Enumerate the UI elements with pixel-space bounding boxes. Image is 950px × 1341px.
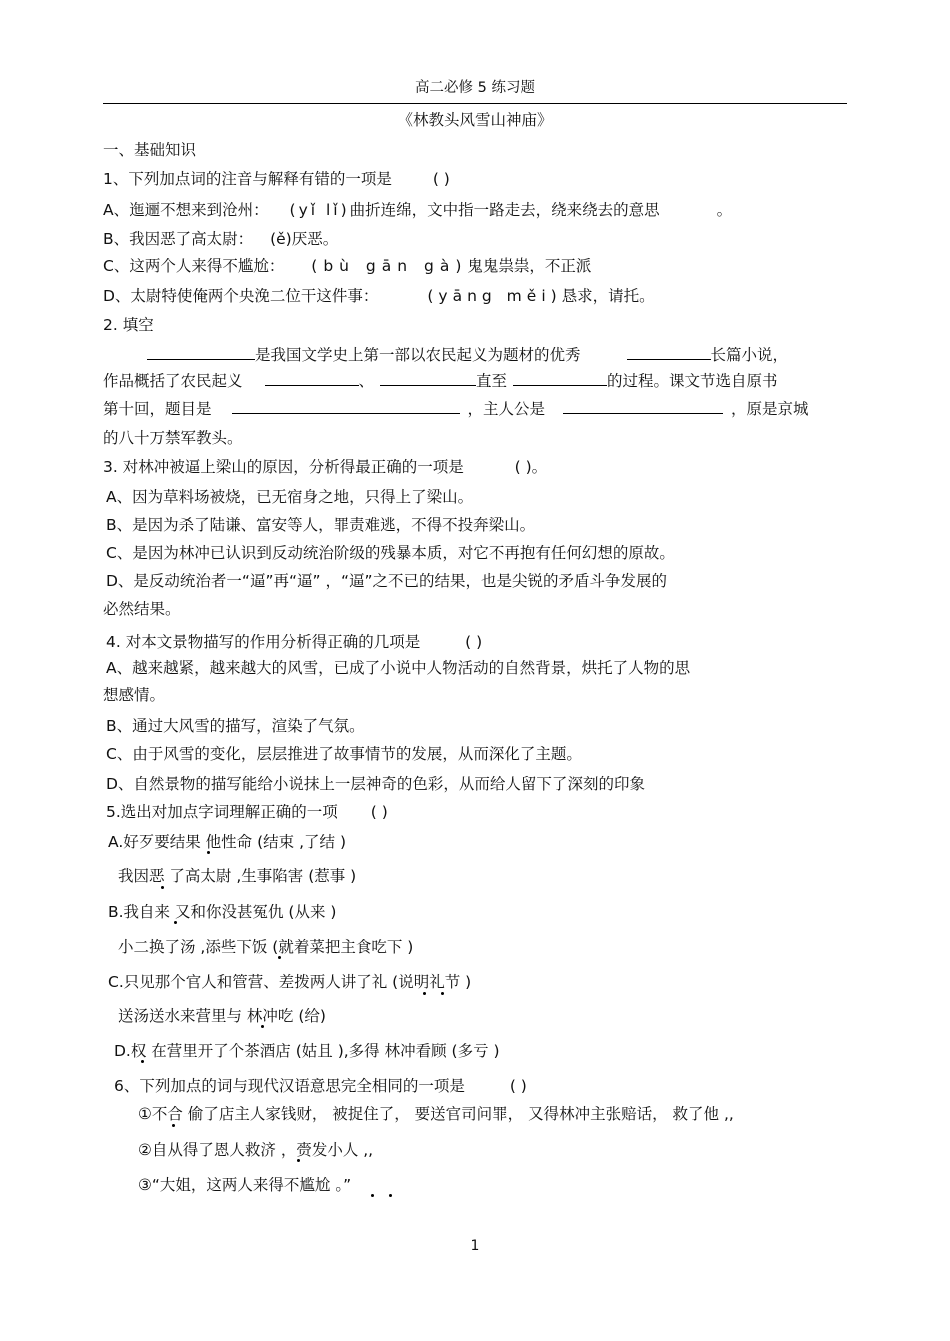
fill-text: 、	[358, 372, 375, 390]
emphasis-dot	[141, 1060, 144, 1063]
question-6-text: 6、下列加点的词与现代汉语意思完全相同的一项是	[114, 1077, 465, 1095]
question-4-option-c: C、由于风雪的变化，层层推进了故事情节的发展，从而深化了主题。	[106, 745, 582, 763]
question-5-option-a-line1: A.好歹要结果 他性命 (结束 ,了结 )	[108, 833, 346, 851]
question-2-stem: 2. 填空	[103, 316, 154, 334]
emphasis-dot	[161, 886, 164, 889]
option-a-pinyin: (yǐ lǐ)	[289, 201, 350, 219]
emphasis-dot	[261, 1025, 264, 1028]
question-6-item-1: ①不合 偷了店主人家钱财， 被捉住了， 要送官司问罪， 又得林冲主张赔话， 救了他 ,,	[138, 1105, 734, 1123]
question-5-stem	[106, 802, 388, 822]
fill-text: 第十回，题目是	[103, 400, 212, 418]
option-c-label: C、这两个人来得不尴尬：	[103, 257, 285, 275]
fill-text: 作品概括了农民起义	[103, 372, 243, 390]
fill-blank[interactable]	[513, 370, 607, 386]
page-header-title: 高二必修 5 练习题	[415, 80, 535, 96]
fill-text: ，原是京城	[731, 400, 809, 418]
question-5-option-b-line1: B.我自来 又和你没甚冤仇 (从来 )	[108, 903, 337, 921]
question-5-answer-bracket: ( )	[370, 803, 388, 821]
option-d-text: 恳求，请托。	[561, 287, 655, 305]
question-3-stem	[103, 457, 547, 477]
question-2-line-3	[103, 398, 809, 419]
section-heading: 一、基础知识	[103, 141, 197, 159]
question-2-line-2	[103, 370, 778, 391]
question-3-option-d-line1: D、是反动统治者一“逼”再“逼” ，“逼”之不已的结果，也是尖锐的矛盾斗争发展的	[106, 572, 668, 590]
question-6-stem	[114, 1076, 527, 1096]
page-number: 1	[470, 1238, 480, 1254]
question-5-option-c-line1: C.只见那个官人和管营、差拨两人讲了礼 (说明礼节 )	[108, 973, 472, 991]
question-5-option-b-line2: 小二换了汤 ,添些下饭 (就着菜把主食吃下 )	[118, 938, 414, 956]
fill-text: 直至	[476, 372, 508, 390]
question-5-option-d: D.权 在营里开了个茶酒店 (姑且 ),多得 林冲看顾 (多亏 )	[114, 1042, 500, 1060]
option-a-end: 。	[716, 201, 733, 219]
question-3-text: 3. 对林冲被逼上梁山的原因，分析得最正确的一项是	[103, 458, 464, 476]
fill-text: 的过程。课文节选自原书	[607, 372, 778, 390]
option-c-pinyin: (bù gān gà)	[311, 257, 468, 275]
emphasis-dot	[207, 851, 210, 854]
question-3-answer-bracket: ( )。	[514, 458, 548, 476]
emphasis-dot	[174, 921, 177, 924]
fill-blank[interactable]	[627, 344, 711, 360]
emphasis-dot	[389, 1194, 392, 1197]
question-6-answer-bracket: ( )	[509, 1077, 527, 1095]
question-5-text: 5.选出对加点字词理解正确的一项	[106, 803, 338, 821]
question-4-option-b: B、通过大风雪的描写，渲染了气氛。	[106, 717, 365, 735]
fill-blank[interactable]	[563, 398, 723, 414]
question-6-item-3: ③“大姐，这两人来得不尴尬 。”	[138, 1176, 352, 1194]
fill-text: 是我国文学史上第一部以农民起义为题材的优秀	[255, 346, 581, 364]
lesson-title: 《林教头风雪山神庙》	[397, 111, 553, 129]
option-b-label: B、我因恶了高太尉：	[103, 230, 254, 248]
question-6-item-2: ②自从得了恩人救济 ，赍发小人 ,,	[138, 1141, 374, 1159]
option-d-pinyin: (yāng měi)	[427, 287, 562, 305]
emphasis-dot	[297, 1159, 300, 1162]
question-3-option-b: B、是因为杀了陆谦、富安等人，罪责难逃，不得不投奔梁山。	[106, 516, 536, 534]
question-1-option-d	[103, 286, 655, 306]
question-1-option-a	[103, 200, 732, 220]
option-d-label: D、太尉特使俺两个央浼二位干这件事：	[103, 287, 379, 305]
question-4-option-a-line2: 想感情。	[103, 686, 166, 704]
question-4-option-d: D、自然景物的描写能给小说抹上一层神奇的色彩，从而给人留下了深刻的印象	[106, 775, 645, 793]
emphasis-dot	[371, 1194, 374, 1197]
question-3-option-c: C、是因为林冲已认识到反动统治阶级的残暴本质，对它不再抱有任何幻想的原故。	[106, 544, 675, 562]
question-1-stem	[103, 169, 450, 189]
question-5-option-a-line2: 我因恶 了高太尉 ,生事陷害 (惹事 )	[118, 867, 357, 885]
question-1-option-b	[103, 229, 338, 249]
fill-text: 长篇小说，	[710, 346, 789, 364]
option-b-pinyin: (ě)	[270, 230, 292, 248]
option-c-text: 鬼鬼祟祟，不正派	[467, 257, 592, 275]
option-b-text: 厌恶。	[291, 230, 339, 248]
question-4-text: 4. 对本文景物描写的作用分析得正确的几项是	[106, 633, 421, 651]
question-1-option-c	[103, 256, 591, 276]
question-3-option-d-line2: 必然结果。	[103, 600, 181, 618]
emphasis-dot	[441, 992, 444, 995]
fill-blank[interactable]	[380, 370, 476, 386]
emphasis-dot	[172, 1124, 175, 1127]
option-a-label: A、迤逦不想来到沧州：	[103, 201, 269, 219]
emphasis-dot	[423, 992, 426, 995]
question-2-line-1	[103, 344, 788, 365]
fill-blank[interactable]	[232, 398, 460, 414]
fill-text: ，主人公是	[467, 400, 546, 418]
fill-blank[interactable]	[265, 370, 359, 386]
fill-blank[interactable]	[147, 344, 255, 360]
option-a-text: 曲折连绵，文中指一路走去，绕来绕去的意思	[349, 201, 660, 219]
question-1-text: 1、下列加点词的注音与解释有错的一项是	[103, 170, 392, 188]
header-rule	[103, 103, 847, 104]
question-5-option-c-line2: 送汤送水来营里与 林冲吃 (给)	[118, 1007, 326, 1025]
question-3-option-a: A、因为草料场被烧，已无宿身之地，只得上了梁山。	[106, 488, 474, 506]
emphasis-dot	[278, 956, 281, 959]
question-4-stem	[106, 632, 482, 652]
question-4-answer-bracket: ( )	[465, 633, 483, 651]
question-2-line-4: 的八十万禁军教头。	[103, 429, 243, 447]
question-1-answer-bracket: ( )	[432, 170, 450, 188]
question-4-option-a-line1: A、越来越紧，越来越大的风雪，已成了小说中人物活动的自然背景，烘托了人物的思	[106, 659, 691, 677]
